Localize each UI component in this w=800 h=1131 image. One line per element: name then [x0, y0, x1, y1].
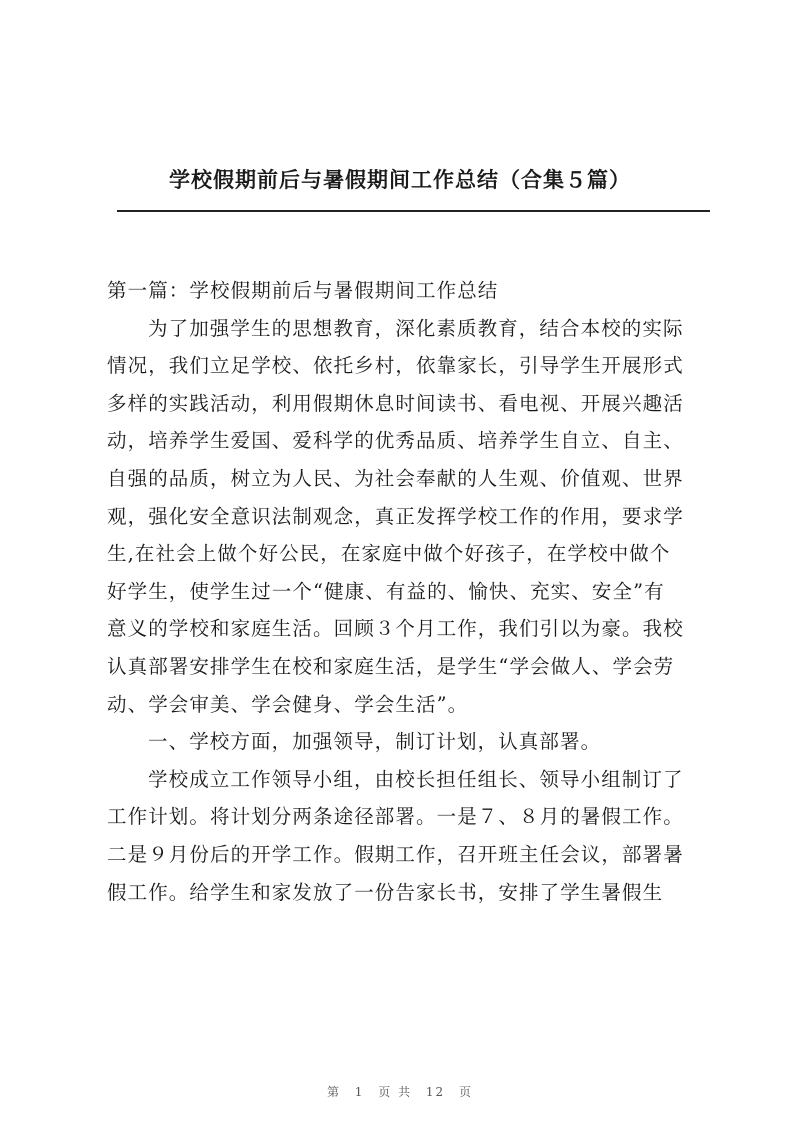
paragraph-line: 学校成立工作领导小组，由校长担任组长、领导小组制订了	[148, 767, 684, 791]
page-footer	[0, 1083, 800, 1100]
section-heading: 第一篇：学校假期前后与暑假期间工作总结	[107, 279, 499, 302]
paragraph-line: 观，强化安全意识法制观念，真正发挥学校工作的作用，要求学	[107, 504, 684, 528]
footer-current-page: 1	[354, 1085, 365, 1099]
paragraph-line: 认真部署安排学生在校和家庭生活，是学生“学会做人、学会劳	[107, 654, 675, 678]
paragraph-line: 多样的实践活动，利用假期休息时间读书、看电视、开展兴趣活	[107, 391, 684, 415]
paragraph-line: 为了加强学生的思想教育，深化素质教育，结合本校的实际	[148, 316, 684, 340]
document-title: 学校假期前后与暑假期间工作总结（合集５篇）	[169, 167, 631, 192]
title-underline	[117, 210, 710, 212]
paragraph-line: 动，培养学生爱国、爱科学的优秀品质、培养学生自立、自主、	[107, 429, 684, 453]
paragraph-line: 动、学会审美、学会健身、学会生活”。	[107, 692, 469, 716]
document-body	[107, 272, 717, 911]
paragraph-line: 情况，我们立足学校、依托乡村，依靠家长，引导学生开展形式	[107, 354, 684, 378]
paragraph-line: 二是９月份后的开学工作。假期工作，召开班主任会议，部署暑	[107, 842, 684, 866]
paragraph-line: 自强的品质，树立为人民、为社会奉献的人生观、价值观、世界	[107, 466, 684, 490]
paragraph-line: 好学生，使学生过一个“健康、有益的、愉快、充实、安全”有	[107, 579, 665, 603]
paragraph-line: 生,在社会上做个好公民，在家庭中做个好孩子，在学校中做个	[107, 542, 671, 566]
footer-pages-label: 页	[459, 1085, 474, 1099]
paragraph-line: 意义的学校和家庭生活。回顾３个月工作，我们引以为豪。我校	[107, 617, 684, 641]
footer-of-label: 页 共	[378, 1085, 413, 1099]
subsection-heading: 一、学校方面，加强领导，制订计划，认真部署。	[148, 730, 602, 754]
footer-total-pages: 12	[425, 1085, 446, 1099]
paragraph-line: 假工作。给学生和家发放了一份告家长书，安排了学生暑假生	[107, 880, 664, 904]
footer-page-label: 第	[326, 1085, 341, 1099]
paragraph-line: 工作计划。将计划分两条途径部署。一是７、８月的暑假工作。	[107, 805, 684, 829]
